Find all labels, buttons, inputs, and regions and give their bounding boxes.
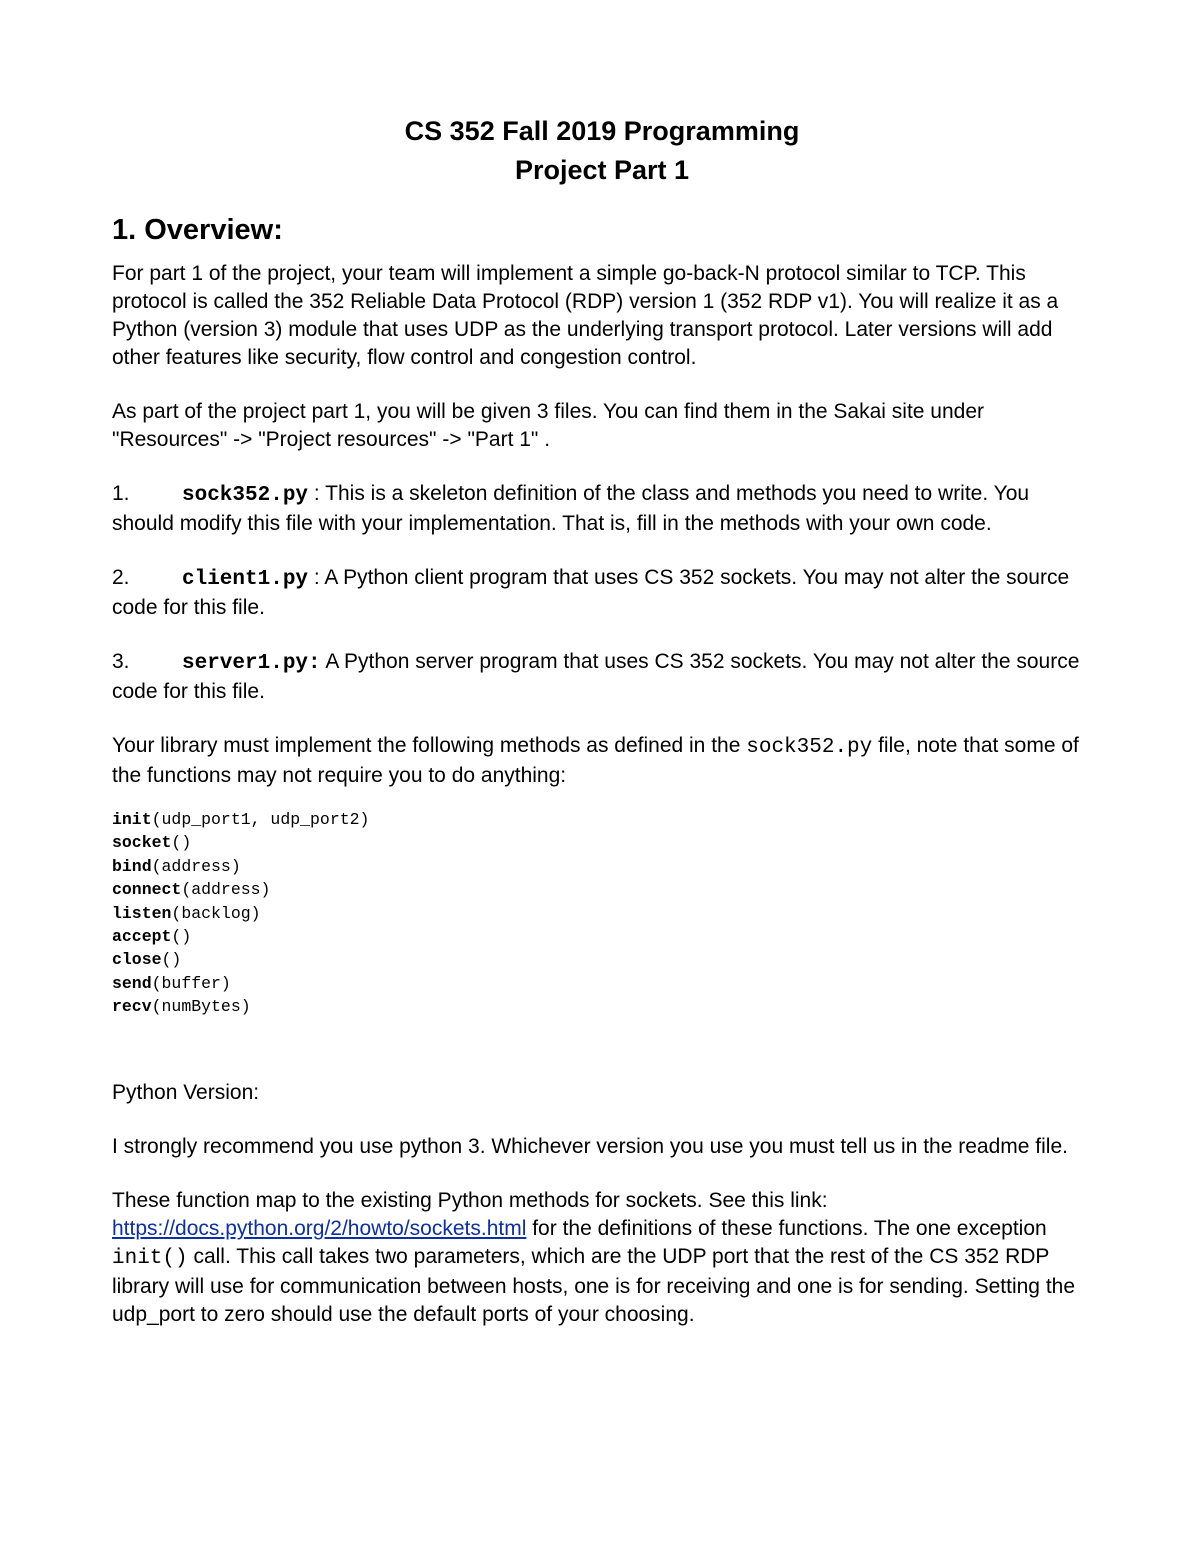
- method-args: (numBytes): [151, 997, 251, 1017]
- closing-text-rest: call. This call takes two parameters, which are the UDP port that the rest of the CS 352 RDP library will use for communication between hosts, one is for receiving and one is for sending. Setting the udp_port to zero should use the default ports of your choosing.: [112, 1244, 1076, 1326]
- file-description: A Python client program that uses CS 352 sockets. You may not alter the source code for this file.: [112, 566, 1070, 619]
- python-sockets-link[interactable]: https://docs.python.org/2/howto/sockets.html: [112, 1216, 527, 1240]
- file-name: client1.py: [182, 568, 309, 591]
- method-args: (): [171, 927, 192, 947]
- method-line: [112, 995, 1092, 1018]
- method-line: [112, 925, 1092, 948]
- method-name: bind: [112, 856, 152, 876]
- closing-text-after-link: for the definitions of these functions. The one exception: [526, 1216, 1047, 1240]
- library-paragraph: [112, 732, 1092, 790]
- file-item-client1: [112, 564, 1092, 622]
- method-name: accept: [112, 927, 172, 947]
- method-args: (): [161, 950, 182, 970]
- closing-text-before-link: These function map to the existing Python methods for sockets. See this link:: [112, 1188, 828, 1212]
- file-description: A Python server program that uses CS 352 sockets. You may not alter the source code for this file.: [112, 650, 1080, 703]
- title-line-2: Project Part 1: [514, 155, 690, 185]
- method-line: [112, 902, 1092, 925]
- overview-paragraph: For part 1 of the project, your team will implement a simple go-back-N protocol similar to TCP. This protocol is called the 352 Reliable Data Protocol (RDP) version 1 (352 RDP v1). You will realize it as a Python (version 3) module that uses UDP as the underlying transport protocol. Later versions will add other features like security, flow control and congestion control.: [112, 262, 1059, 369]
- init-code: init(): [112, 1246, 188, 1270]
- file-item-sock352: [112, 480, 1092, 538]
- method-name: send: [112, 973, 152, 993]
- library-file-name: sock352.py: [746, 736, 873, 759]
- closing-paragraph: [112, 1187, 1092, 1329]
- overview-heading: 1. Overview:: [112, 214, 283, 246]
- file-item-number: 3.: [112, 650, 130, 673]
- method-line: [112, 855, 1092, 878]
- method-args: (udp_port1, udp_port2): [151, 810, 370, 829]
- document-title: [112, 112, 1092, 190]
- method-args: (address): [181, 880, 271, 900]
- method-args: (backlog): [171, 903, 261, 923]
- method-args: (buffer): [151, 973, 231, 993]
- method-name: close: [112, 950, 162, 970]
- file-item-number: 1.: [112, 482, 130, 505]
- file-description: This is a skeleton definition of the class and methods you need to write. You should modify this file with your implementation. That is, fill in the methods with your own code.: [112, 482, 1030, 535]
- method-args: (address): [151, 856, 241, 876]
- method-name: recv: [112, 997, 152, 1017]
- methods-code-block: [112, 808, 1092, 1019]
- method-line: [112, 831, 1092, 854]
- files-intro-paragraph: As part of the project part 1, you will be given 3 files. You can find them in the Sakai site under "Resources" -> "Project resources" -> "Part 1" .: [112, 400, 985, 451]
- method-name: init: [112, 810, 152, 829]
- file-item-number: 2.: [112, 566, 130, 589]
- method-name: connect: [112, 880, 182, 900]
- spacer: [112, 1019, 1092, 1061]
- file-name: server1.py:: [182, 652, 321, 675]
- method-name: listen: [112, 903, 172, 923]
- file-name: sock352.py: [182, 484, 309, 507]
- file-item-server1: [112, 648, 1092, 706]
- method-line: [112, 972, 1092, 995]
- method-name: socket: [112, 833, 172, 853]
- method-line: [112, 948, 1092, 971]
- file-separator: :: [308, 566, 325, 589]
- library-text-before: Your library must implement the following methods as defined in the: [112, 734, 747, 757]
- method-line: [112, 878, 1092, 901]
- method-args: (): [171, 833, 192, 853]
- file-separator: :: [308, 482, 326, 505]
- title-line-1: CS 352 Fall 2019 Programming: [404, 116, 800, 146]
- library-text-after: file, note that some of the functions may not require you to do anything:: [112, 734, 1079, 787]
- python-version-text: I strongly recommend you use python 3. Whichever version you use you must tell us in the readme file.: [112, 1134, 1068, 1158]
- method-line: [112, 808, 1092, 831]
- python-version-heading: Python Version:: [112, 1080, 260, 1104]
- document-page: [112, 112, 1092, 1329]
